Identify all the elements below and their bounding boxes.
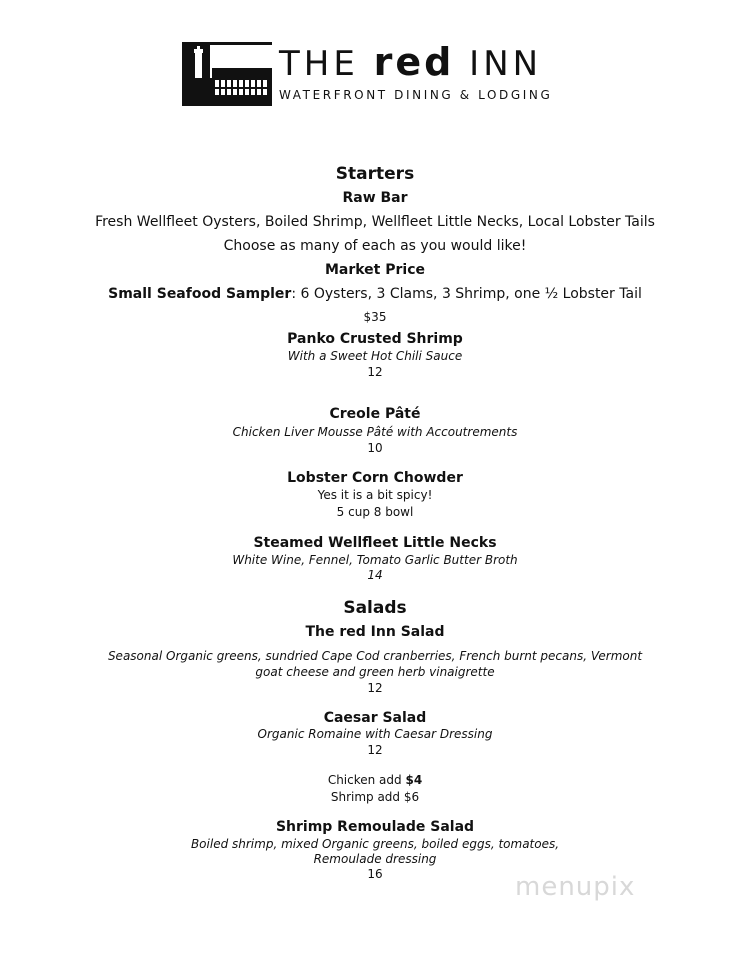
section-title-starters: Starters	[335, 164, 415, 184]
item-note-raw-bar: Choose as many of each as you would like!	[223, 238, 527, 254]
item-name-creole: Creole Pâté	[329, 406, 421, 422]
watermark-menupix: menupix	[515, 872, 636, 902]
brand-tagline: WATERFRONT DINING & LODGING	[279, 88, 553, 102]
item-price-necks: 14	[367, 568, 383, 582]
item-price-red-inn-salad: 12	[367, 681, 383, 695]
item-price-sampler: $35	[363, 310, 387, 324]
item-desc-remoulade-1: Boiled shrimp, mixed Organic greens, boiled eggs, tomatoes,	[190, 837, 560, 851]
item-price-remoulade: 16	[367, 867, 383, 881]
brand-wordmark	[279, 42, 552, 102]
item-name-necks: Steamed Wellfleet Little Necks	[253, 535, 497, 551]
item-desc-red-inn-salad-1: Seasonal Organic greens, sundried Cape Cod cranberries, French burnt pecans, Vermont	[107, 649, 643, 663]
item-name-panko: Panko Crusted Shrimp	[287, 331, 463, 347]
brand-the: THE	[279, 44, 359, 84]
lighthouse-building-icon	[182, 40, 272, 106]
restaurant-logo	[182, 40, 582, 106]
item-name-caesar: Caesar Salad	[323, 710, 427, 726]
item-price-panko: 12	[367, 365, 383, 379]
brand-inn: INN	[469, 44, 543, 84]
item-name-remoulade: Shrimp Remoulade Salad	[275, 819, 475, 835]
item-name-sampler: Small Seafood Sampler	[108, 286, 292, 302]
item-name-raw-bar: Raw Bar	[342, 190, 408, 206]
item-desc-chowder: Yes it is a bit spicy!	[317, 488, 433, 502]
item-price-creole: 10	[367, 441, 383, 455]
item-desc-caesar: Organic Romaine with Caesar Dressing	[257, 727, 493, 741]
item-desc-sampler: : 6 Oysters, 3 Clams, 3 Shrimp, one ½ Lobster Tail	[291, 286, 642, 302]
item-name-red-inn-salad: The red Inn Salad	[305, 624, 445, 640]
addon-shrimp: Shrimp add $6	[330, 790, 420, 804]
item-desc-remoulade-2: Remoulade dressing	[313, 852, 437, 866]
item-price-raw-bar: Market Price	[324, 262, 426, 278]
item-desc-raw-bar: Fresh Wellfleet Oysters, Boiled Shrimp, Wellfleet Little Necks, Local Lobster Tails	[95, 214, 655, 230]
item-name-chowder: Lobster Corn Chowder	[287, 470, 463, 486]
item-desc-panko: With a Sweet Hot Chili Sauce	[287, 349, 463, 363]
item-price-caesar: 12	[367, 743, 383, 757]
item-desc-creole: Chicken Liver Mousse Pâté with Accoutrements	[232, 425, 518, 439]
brand-red: red	[373, 40, 455, 84]
item-sampler	[0, 286, 750, 302]
section-title-salads: Salads	[343, 598, 407, 618]
item-desc-red-inn-salad-2: goat cheese and green herb vinaigrette	[255, 665, 495, 679]
addon-chicken	[0, 773, 750, 787]
item-desc-necks: White Wine, Fennel, Tomato Garlic Butter Broth	[232, 553, 518, 567]
addon-chicken-price: $4	[405, 773, 423, 787]
item-price-chowder: 5 cup 8 bowl	[336, 505, 414, 519]
addon-chicken-label: Chicken add	[327, 773, 402, 787]
